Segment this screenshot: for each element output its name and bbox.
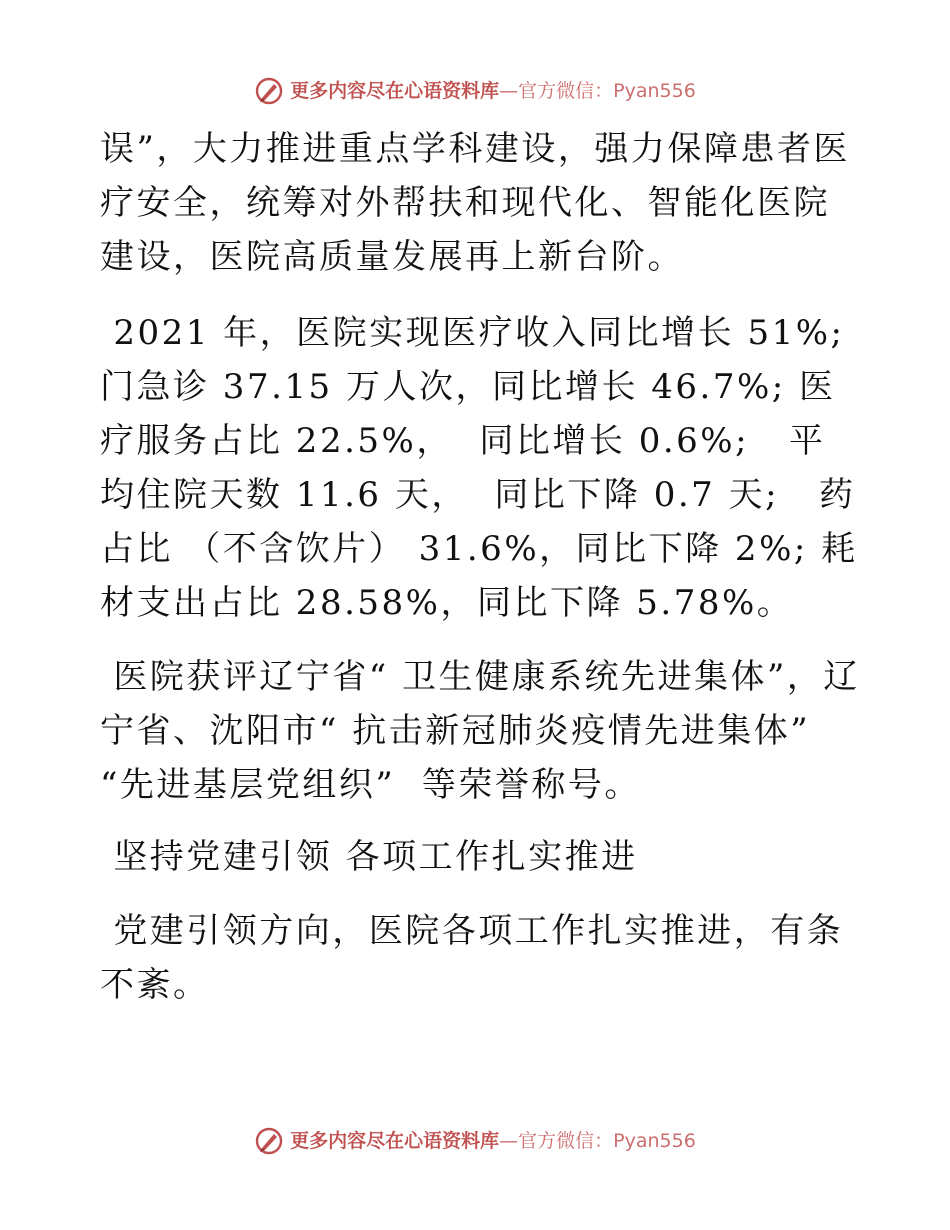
footer-watermark xyxy=(0,1126,950,1156)
watermark-text xyxy=(290,1129,696,1153)
watermark-brand: 更多内容尽在心语资料库 xyxy=(290,80,500,102)
watermark-text xyxy=(290,79,696,103)
paragraph-quality-development: 误”，大力推进重点学科建设，强力保障患者医疗安全，统筹对外帮扶和现代化、智能化医院建设，医院高质量发展再上新台阶。 xyxy=(100,129,850,277)
watermark-dash: — xyxy=(499,1130,519,1152)
paragraph-honors: 医院获评辽宁省“ 卫生健康系统先进集体”，辽宁省、沈阳市“ 抗击新冠肺炎疫情先进集体” “先进基层党组织” 等荣誉称号。 xyxy=(100,657,860,805)
quill-pen-logo-icon xyxy=(254,76,284,106)
quill-pen-logo-icon xyxy=(254,1126,284,1156)
section-heading-party-building: 坚持党建引领 各项工作扎实推进 xyxy=(100,837,638,877)
document-body xyxy=(100,122,860,1012)
watermark-brand: 更多内容尽在心语资料库 xyxy=(290,1130,500,1152)
header-watermark xyxy=(0,76,950,106)
paragraph-2021-statistics: 2021 年，医院实现医疗收入同比增长 51%; 门急诊 37.15 万人次，同比增长 46.7%; 医疗服务占比 22.5%， 同比增长 0.6%; 平均住院天数 11.6 天， 同比下降 0.7 天; 药占比 （不含饮片） 31.6%，同比下降 2%; 耗材支出占比 28.58%，同比下降 5.78%。 xyxy=(100,313,858,623)
paragraph-party-leadership: 党建引领方向，医院各项工作扎实推进，有条不紊。 xyxy=(100,911,844,1005)
watermark-dash: — xyxy=(499,80,519,102)
watermark-wechat: 官方微信：Pyan556 xyxy=(518,1130,696,1152)
watermark-wechat: 官方微信：Pyan556 xyxy=(518,80,696,102)
